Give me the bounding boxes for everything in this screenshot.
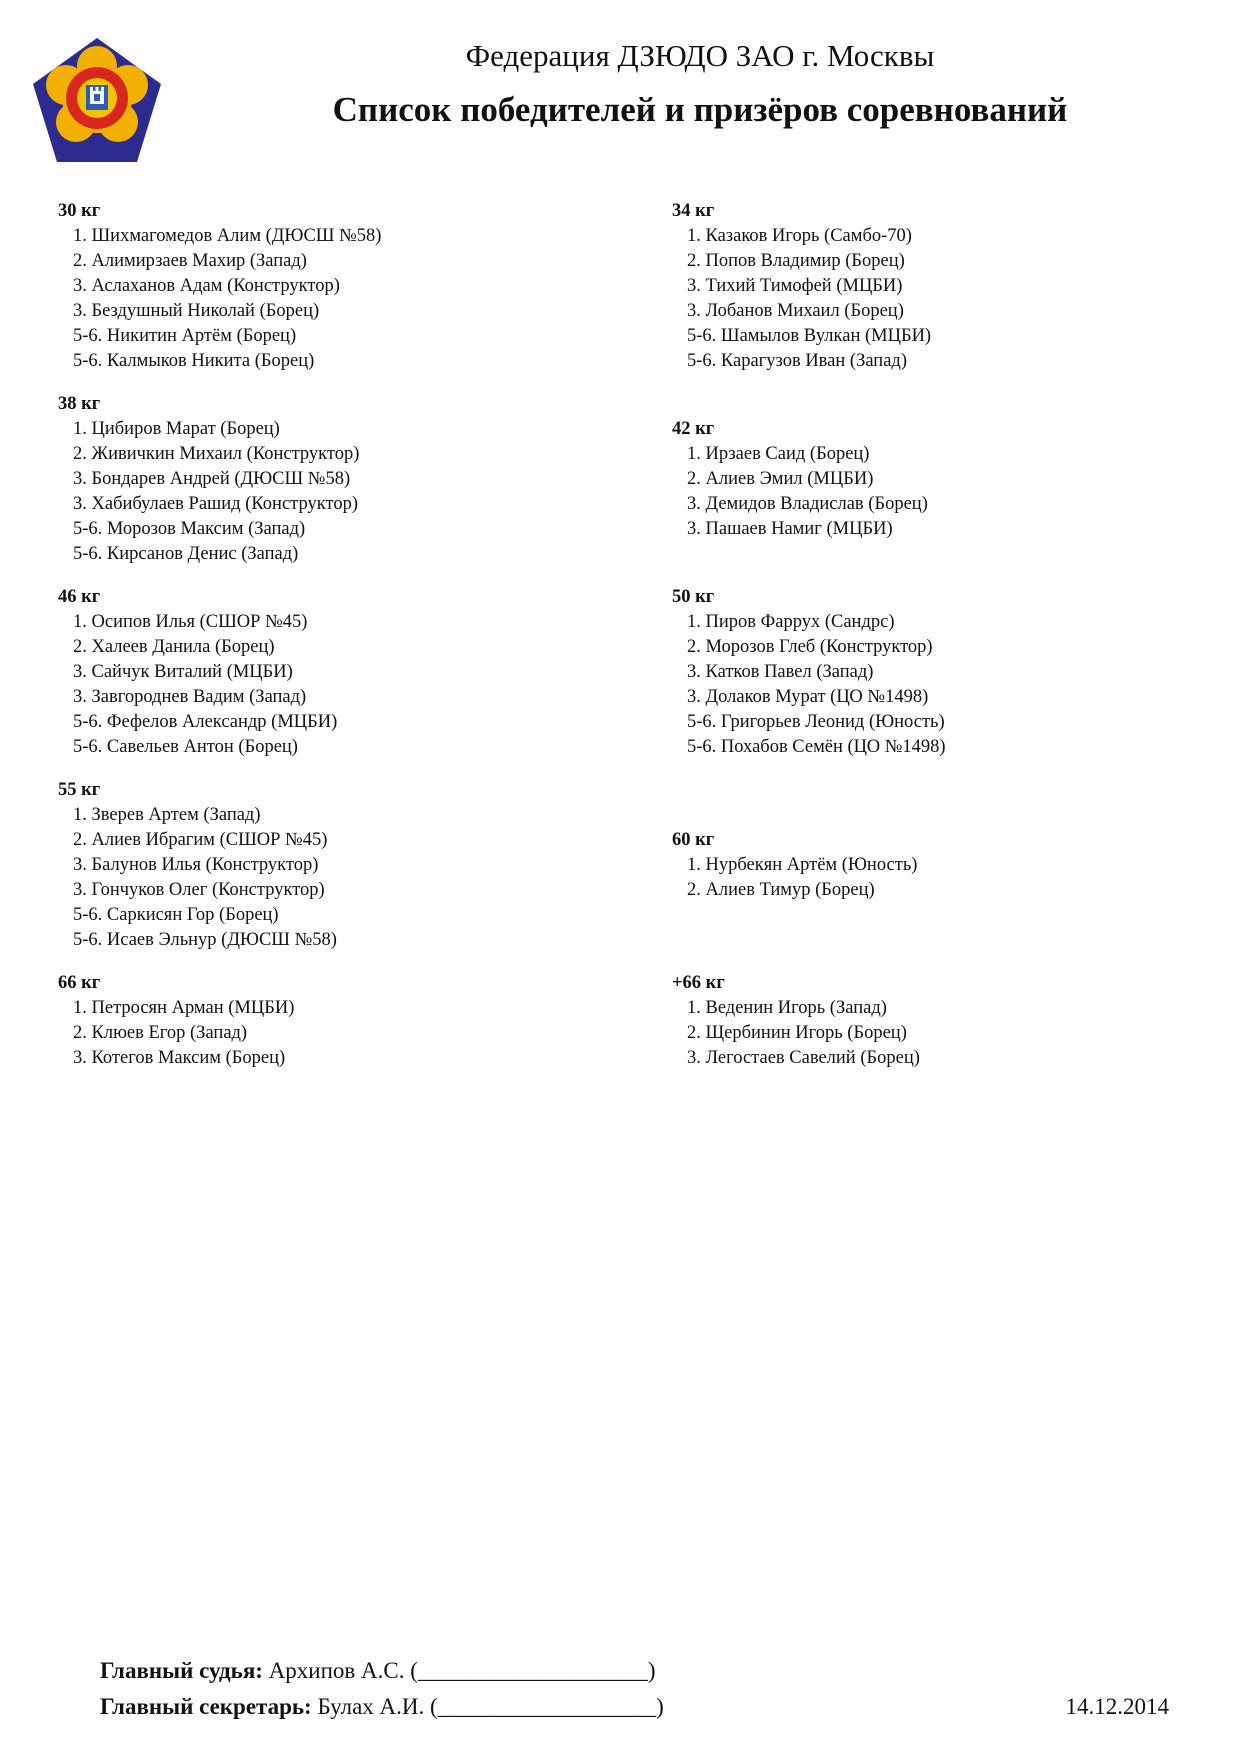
category-66 xyxy=(58,971,294,1071)
result-row: 5-6. Саркисян Гор (Борец) xyxy=(73,905,279,925)
category-55 xyxy=(58,778,337,953)
category-plus-66 xyxy=(672,971,920,1071)
category-46 xyxy=(58,585,337,760)
category-weight: 30 кг xyxy=(58,201,101,221)
result-row: 2. Алиев Ибрагим (СШОР №45) xyxy=(73,830,328,850)
result-row: 1. Осипов Илья (СШОР №45) xyxy=(73,612,308,632)
result-row: 5-6. Карагузов Иван (Запад) xyxy=(687,351,907,371)
result-row: 3. Долаков Мурат (ЦО №1498) xyxy=(687,687,929,707)
category-34 xyxy=(672,199,931,374)
category-weight: +66 кг xyxy=(672,973,725,993)
result-row: 5-6. Фефелов Александр (МЦБИ) xyxy=(73,712,338,732)
result-row: 1. Петросян Арман (МЦБИ) xyxy=(73,998,295,1018)
category-weight: 66 кг xyxy=(58,973,101,993)
result-row: 3. Бондарев Андрей (ДЮСШ №58) xyxy=(73,469,351,489)
category-50 xyxy=(672,585,946,760)
result-row: 3. Демидов Владислав (Борец) xyxy=(687,494,928,514)
result-row: 2. Попов Владимир (Борец) xyxy=(687,251,905,271)
result-row: 5-6. Кирсанов Денис (Запад) xyxy=(73,544,299,564)
category-42 xyxy=(672,417,928,542)
organization-name: Федерация ДЗЮДО ЗАО г. Москвы xyxy=(465,38,935,73)
result-row: 1. Пиров Фаррух (Сандрс) xyxy=(687,612,895,632)
category-weight: 46 кг xyxy=(58,587,101,607)
category-30 xyxy=(58,199,381,374)
category-weight: 34 кг xyxy=(672,201,715,221)
result-row: 5-6. Морозов Максим (Запад) xyxy=(73,519,306,539)
result-row: 3. Бездушный Николай (Борец) xyxy=(73,301,320,321)
result-row: 1. Веденин Игорь (Запад) xyxy=(687,998,887,1018)
result-row: 3. Аслаханов Адам (Конструктор) xyxy=(73,276,340,296)
category-38 xyxy=(58,392,359,567)
result-row: 3. Катков Павел (Запад) xyxy=(687,662,874,682)
result-row: 2. Живичкин Михаил (Конструктор) xyxy=(73,444,360,464)
chief-judge-value: Архипов А.С. (____________________) xyxy=(268,1658,656,1683)
result-row: 5-6. Шамылов Вулкан (МЦБИ) xyxy=(687,326,932,346)
result-row: 5-6. Никитин Артём (Борец) xyxy=(73,326,297,346)
result-row: 3. Сайчук Виталий (МЦБИ) xyxy=(73,662,293,682)
result-row: 2. Морозов Глеб (Конструктор) xyxy=(687,637,933,657)
category-weight: 50 кг xyxy=(672,587,715,607)
result-row: 2. Алимирзаев Махир (Запад) xyxy=(73,251,307,271)
category-weight: 55 кг xyxy=(58,780,101,800)
result-row: 5-6. Савельев Антон (Борец) xyxy=(73,737,298,757)
result-row: 3. Хабибулаев Рашид (Конструктор) xyxy=(73,494,358,514)
chief-secretary-label: Главный секретарь: xyxy=(100,1694,312,1719)
category-weight: 60 кг xyxy=(672,830,715,850)
result-row: 2. Алиев Эмил (МЦБИ) xyxy=(687,469,874,489)
result-row: 5-6. Калмыков Никита (Борец) xyxy=(73,351,315,371)
result-row: 3. Завгороднев Вадим (Запад) xyxy=(73,687,307,707)
result-row: 1. Зверев Артем (Запад) xyxy=(73,805,261,825)
chief-secretary-value: Булах А.И. (___________________) xyxy=(317,1694,664,1719)
result-row: 3. Легостаев Савелий (Борец) xyxy=(687,1048,920,1068)
result-row: 1. Нурбекян Артём (Юность) xyxy=(687,855,918,875)
chief-secretary-line xyxy=(100,1691,664,1723)
result-row: 2. Клюев Егор (Запад) xyxy=(73,1023,248,1043)
result-row: 3. Балунов Илья (Конструктор) xyxy=(73,855,319,875)
result-row: 3. Гончуков Олег (Конструктор) xyxy=(73,880,325,900)
category-60 xyxy=(672,828,917,903)
category-weight: 42 кг xyxy=(672,419,715,439)
result-row: 1. Цибиров Марат (Борец) xyxy=(73,419,280,439)
result-row: 5-6. Исаев Эльнур (ДЮСШ №58) xyxy=(73,930,337,950)
result-row: 1. Ирзаев Саид (Борец) xyxy=(687,444,870,464)
result-row: 3. Тихий Тимофей (МЦБИ) xyxy=(687,276,903,296)
result-row: 5-6. Григорьев Леонид (Юность) xyxy=(687,712,945,732)
chief-judge-line xyxy=(100,1655,656,1687)
result-row: 1. Казаков Игорь (Самбо-70) xyxy=(687,226,912,246)
category-weight: 38 кг xyxy=(58,394,101,414)
result-row: 3. Лобанов Михаил (Борец) xyxy=(687,301,904,321)
result-row: 2. Щербинин Игорь (Борец) xyxy=(687,1023,907,1043)
document-date: 14.12.2014 xyxy=(1065,1694,1169,1719)
result-row: 5-6. Похабов Семён (ЦО №1498) xyxy=(687,737,946,757)
result-row: 2. Алиев Тимур (Борец) xyxy=(687,880,875,900)
federation-logo xyxy=(30,36,164,166)
result-row: 3. Котегов Максим (Борец) xyxy=(73,1048,286,1068)
result-row: 3. Пашаев Намиг (МЦБИ) xyxy=(687,519,893,539)
document-title: Список победителей и призёров соревнований xyxy=(332,90,1068,129)
result-row: 2. Халеев Данила (Борец) xyxy=(73,637,275,657)
result-row: 1. Шихмагомедов Алим (ДЮСШ №58) xyxy=(73,226,382,246)
chief-judge-label: Главный судья: xyxy=(100,1658,263,1683)
